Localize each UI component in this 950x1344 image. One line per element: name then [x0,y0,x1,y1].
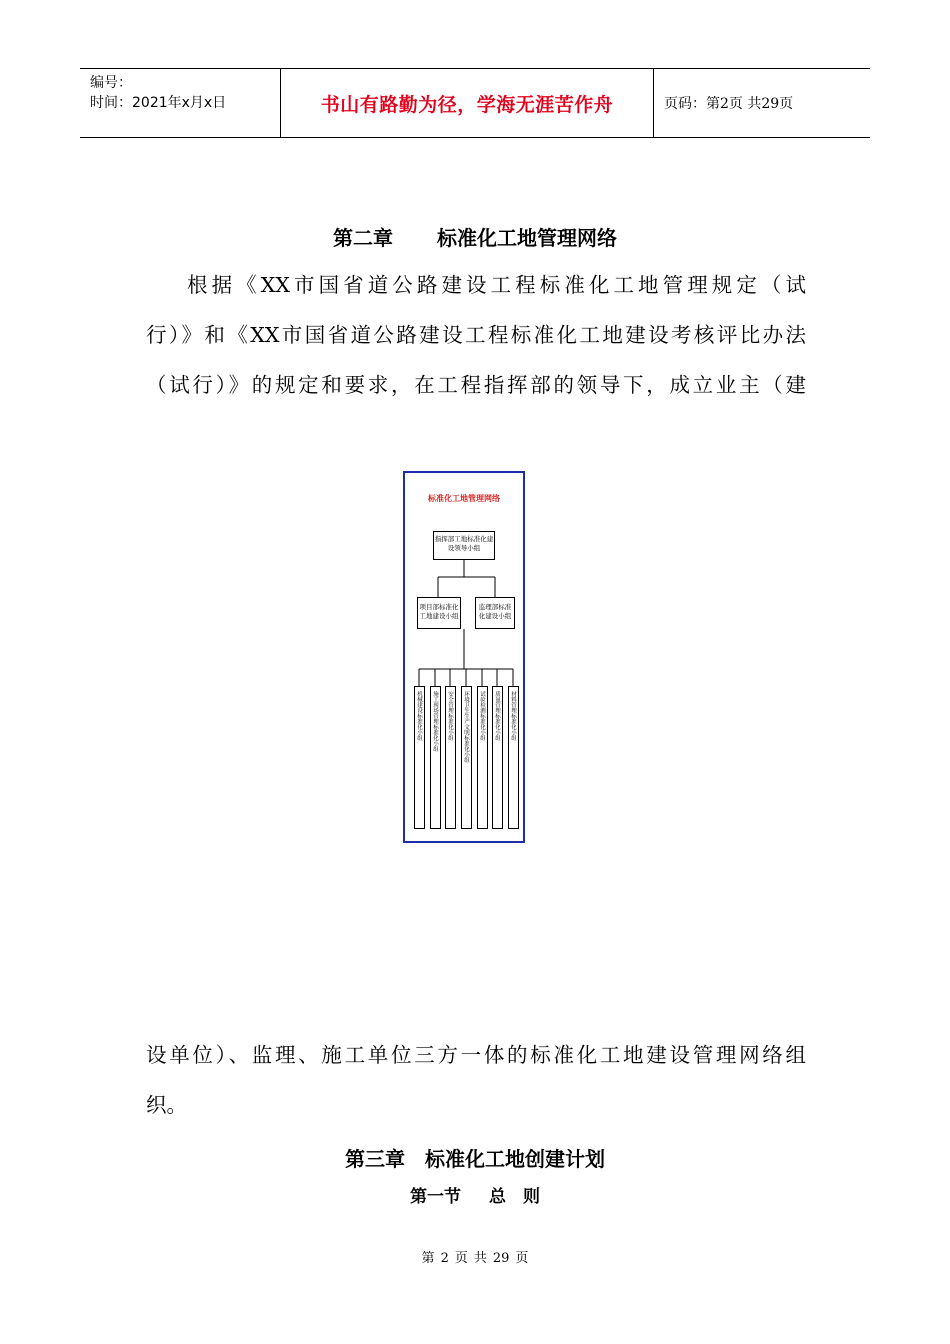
paragraph-2-line-2: 织。 [146,1093,187,1117]
paragraph-1-line-2: 行）》和《XX市国省道公路建设工程标准化工地建设考核评比办法 [146,323,806,347]
leaf-box-site-management: 施工现场管理标准化小组 [430,686,441,829]
footer-page-number: 2 [440,1251,449,1266]
paragraph-1 [146,260,806,410]
chapter3-title: 标准化工地创建计划 [425,1147,605,1171]
paragraph-2-line-1: 设单位）、监理、施工单位三方一体的标准化工地建设管理网络组 [146,1043,806,1067]
diagram-title: 标准化工地管理网络 [428,493,500,503]
section1-heading [0,1182,950,1207]
leaf-box-environment: 环境卫生生产文明标准化小组 [461,686,472,829]
doc-time-label: 时间：2021年x月x日 [90,95,227,111]
paragraph-1-line-3: （试行）》的规定和要求，在工程指挥部的领导下，成立业主（建 [146,373,806,397]
footer-text-gong: 共 [473,1251,487,1266]
header-motto: 书山有路勤为径，学海无涯苦作舟 [281,69,654,137]
header-page-info: 页码：第2页 共29页 [664,96,794,112]
chapter2-number: 第二章 [333,226,393,250]
paragraph-2 [146,1030,806,1130]
header-left-cell [80,69,281,137]
leaf-box-safety: 安全管理标准化小组 [445,686,456,829]
chapter3-number: 第三章 [345,1147,405,1171]
project-dept-box: 项目部标准化工地建设小组 [417,597,461,629]
leaf-box-machinery: 机械建设标准化小组 [414,686,425,829]
page-footer [0,1247,950,1266]
leaf-box-testing: 试验检测标准化小组 [477,686,488,829]
footer-text-ye-2: 页 [515,1251,529,1266]
org-chart-diagram [403,471,525,843]
paragraph-1-line-1: 根据《XX市国省道公路建设工程标准化工地管理规定（试 [187,273,806,297]
chapter3-heading [0,1143,950,1172]
header-table [80,68,870,138]
footer-text-di: 第 [421,1251,435,1266]
chapter2-heading [0,222,950,251]
top-leadership-box: 指挥部工地标准化建设领导小组 [433,531,495,560]
section1-title: 总 则 [489,1187,540,1207]
footer-text-ye: 页 [454,1251,468,1266]
leaf-box-materials: 材料管理标准化小组 [508,686,519,829]
chapter2-title: 标准化工地管理网络 [437,226,617,250]
supervision-dept-box: 监理部标准化建设小组 [475,597,515,629]
leaf-box-quality: 质量管理标准化小组 [492,686,503,829]
section1-number: 第一节 [410,1187,461,1207]
doc-number-label: 编号： [90,75,132,91]
footer-total-pages: 29 [492,1251,510,1266]
